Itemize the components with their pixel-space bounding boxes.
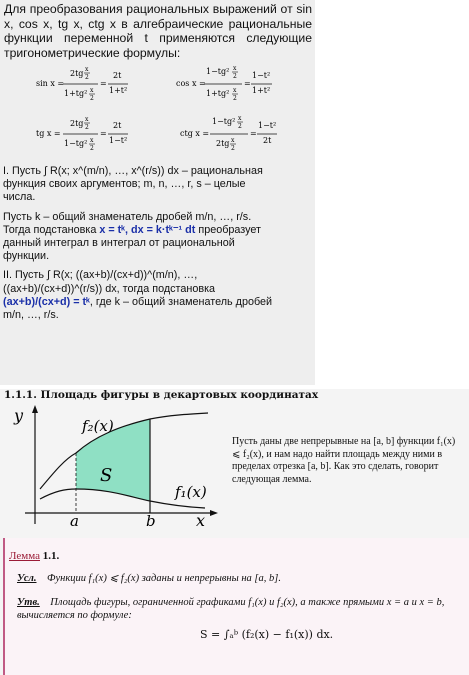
svg-text:2tg: 2tg (70, 119, 84, 128)
svg-text:1+t²: 1+t² (252, 86, 271, 95)
svg-text:x: x (85, 66, 89, 73)
intro-paragraph: Для преобразования рациональных выражений от sin x, cos x, tg x, ctg x в алгебраические рациональные функции переменной t применяются следующие тригонометрические формулы: (4, 2, 312, 60)
trig-formulas (0, 58, 315, 168)
svg-text:2: 2 (238, 123, 242, 130)
section-title: 1.1.1. Площадь фигуры в декартовых координатах (4, 389, 319, 401)
ctg-lhs: ctg x = (180, 129, 210, 138)
svg-text:1+tg²: 1+tg² (64, 89, 88, 98)
svg-text:1+t²: 1+t² (109, 86, 128, 95)
section-text: Пусть даны две непрерывные на [a, b] функции f₁(x) ⩽ f₂(x), и нам надо найти площадь между ними в пределах отрезка [a, b]. Как это сделать, говорит следующая лемма. (232, 436, 456, 485)
svg-text:2: 2 (233, 73, 237, 80)
x-axis-label: x (196, 511, 206, 526)
svg-text:2: 2 (90, 145, 94, 152)
svg-text:=: = (244, 79, 251, 88)
formulas-panel (0, 0, 315, 385)
y-axis-label: y (14, 406, 24, 425)
svg-text:1−t²: 1−t² (258, 121, 277, 130)
b-label: b (146, 512, 156, 526)
svg-text:2: 2 (85, 74, 89, 81)
svg-text:=: = (250, 129, 257, 138)
svg-text:x: x (231, 137, 235, 144)
lemma-statement: Утв. Площадь фигуры, ограниченной графиками f₁(x) и f₂(x), а также прямыми x = a и x = b, вычисляется по формуле: (17, 597, 445, 621)
svg-text:2: 2 (85, 124, 89, 131)
f1-label: f₁(x) (175, 483, 207, 501)
svg-text:2: 2 (233, 95, 237, 102)
svg-text:2tg: 2tg (70, 69, 84, 78)
svg-text:1+tg²: 1+tg² (206, 89, 230, 98)
lemma-link[interactable]: Лемма (9, 550, 40, 562)
rule-1: I. Пусть ∫ R(x; x^(m/n), …, x^(r/s)) dx – рациональная функция своих аргументов; m, n, …, r, s – целые числа. (3, 165, 263, 204)
svg-text:2t: 2t (113, 71, 122, 80)
svg-text:1−tg²: 1−tg² (212, 117, 236, 126)
svg-text:=: = (100, 79, 107, 88)
cos-lhs: cos x = (176, 79, 206, 88)
substitution-rules (3, 165, 275, 328)
svg-text:x: x (238, 115, 242, 122)
svg-text:1−tg²: 1−tg² (206, 67, 230, 76)
rule-3: II. Пусть ∫ R(x; ((ax+b)/(cx+d))^(m/n), …, ((ax+b)/(cx+d))^(r/s)) dx, тогда подстановка (ax+b)/(cx+d) = tᵏ, где k – общий знаменатель дробей m/n, …, r/s. (3, 269, 273, 322)
rule-2: Пусть k – общий знаменатель дробей m/n, …, r/s. Тогда подстановка x = tᵏ, dx = k·tᵏ⁻¹ dt преобразует данный интеграл в интеграл от рациональной функции. (3, 210, 261, 263)
a-label: a (70, 512, 79, 526)
lemma-box (3, 538, 469, 675)
svg-text:2: 2 (90, 95, 94, 102)
svg-text:1−t²: 1−t² (252, 71, 271, 80)
svg-text:=: = (100, 129, 107, 138)
svg-text:2t: 2t (113, 121, 122, 130)
svg-text:2t: 2t (263, 136, 272, 145)
s-label: S (100, 465, 113, 486)
svg-text:x: x (233, 87, 237, 94)
svg-text:x: x (233, 65, 237, 72)
svg-text:x: x (85, 116, 89, 123)
svg-text:1−tg²: 1−tg² (64, 139, 88, 148)
svg-text:2: 2 (231, 145, 235, 152)
svg-text:x: x (90, 137, 94, 144)
substitution-formula-2: (ax+b)/(cx+d) = tᵏ (3, 295, 90, 308)
sin-lhs: sin x = (36, 79, 65, 88)
lemma-title: Лемма 1.1. (9, 550, 60, 562)
lemma-formula: S = ∫ₐᵇ (f₂(x) − f₁(x)) dx. (200, 628, 334, 641)
lemma-condition: Усл. Функции f₁(x) ⩽ f₂(x) заданы и непрерывны на [a, b]. (17, 573, 281, 584)
substitution-formula: x = tᵏ, dx = k·tᵏ⁻¹ dt (99, 223, 196, 236)
svg-text:x: x (90, 87, 94, 94)
f2-label: f₂(x) (82, 417, 114, 435)
svg-text:1−t²: 1−t² (109, 136, 128, 145)
tg-lhs: tg x = (36, 129, 61, 138)
svg-text:2tg: 2tg (216, 139, 230, 148)
area-graph (0, 401, 225, 526)
